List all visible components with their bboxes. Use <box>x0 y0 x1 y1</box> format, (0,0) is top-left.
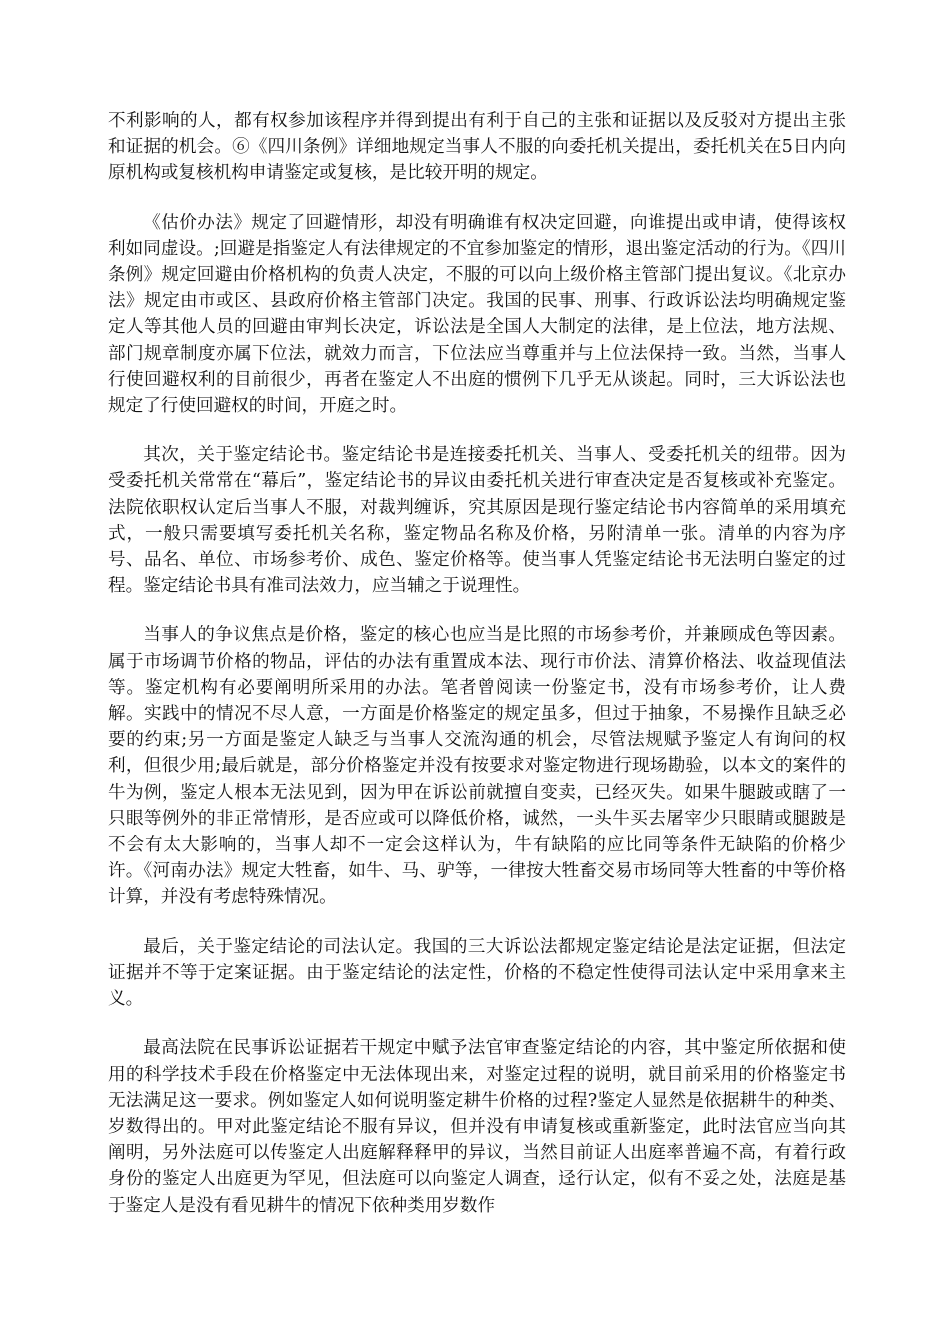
paragraph-continuation: 不利影响的人，都有权参加该程序并得到提出有利于自己的主张和证据以及反驳对方提出主张和证据的机会。⑥《四川条例》详细地规定当事人不服的向委托机关提出，委托机关在5日内向原机构或复核机构申请鉴定或复核，是比较开明的规定。 <box>108 111 846 184</box>
document-page <box>108 108 846 1242</box>
paragraph-price-dispute: 当事人的争议焦点是价格，鉴定的核心也应当是比照的市场参考价，并兼顾成色等因素。属于市场调节价格的物品，评估的办法有重置成本法、现行市价法、清算价格法、收益现值法等。鉴定机构有必要阐明所采用的办法。笔者曾阅读一份鉴定书，没有市场参考价，让人费解。实践中的情况不尽人意，一方面是价格鉴定的规定虽多，但过于抽象，不易操作且缺乏必要的约束;另一方面是鉴定人缺乏与当事人交流沟通的机会，尽管法规赋予鉴定人有询问的权利，但很少用;最后就是，部分价格鉴定并没有按要求对鉴定物进行现场勘验，以本文的案件的牛为例，鉴定人根本无法见到，因为甲在诉讼前就擅自变卖，已经灭失。如果牛腿跛或瞎了一只眼等例外的非正常情形，是否应或可以降低价格，诚然，一头牛买去屠宰少只眼睛或腿跛是不会有太大影响的，当事人却不一定会这样认为，牛有缺陷的应比同等条件无缺陷的价格少许。《河南办法》规定大牲畜，如牛、马、驴等，一律按大牲畜交易市场同等大牲畜的中等价格计算，并没有考虑特殊情况。 <box>108 625 846 908</box>
paragraph-recusal: 《估价办法》规定了回避情形，却没有明确谁有权决定回避，向谁提出或申请，使得该权利如同虚设。;回避是指鉴定人有法律规定的不宜参加鉴定的情形，退出鉴定活动的行为。《四川条例》规定回避由价格机构的负责人决定，不服的可以向上级价格主管部门提出复议。《北京办法》规定由市或区、县政府价格主管部门决定。我国的民事、刑事、行政诉讼法均明确规定鉴定人等其他人员的回避由审判长决定，诉讼法是全国人大制定的法律，是上位法，地方法规、部门规章制度亦属下位法，就效力而言，下位法应当尊重并与上位法保持一致。当然，当事人行使回避权利的目前很少，再者在鉴定人不出庭的惯例下几乎无从谈起。同时，三大诉讼法也规定了行使回避权的时间，开庭之时。 <box>108 212 846 417</box>
paragraph-judicial-recognition: 最后，关于鉴定结论的司法认定。我国的三大诉讼法都规定鉴定结论是法定证据，但法定证据并不等于定案证据。由于鉴定结论的法定性，价格的不稳定性使得司法认定中采用拿来主义。 <box>108 936 846 1010</box>
paragraph-conclusion-document: 其次，关于鉴定结论书。鉴定结论书是连接委托机关、当事人、受委托机关的纽带。因为受委托机关常常在“幕后”，鉴定结论书的异议由委托机关进行审查决定是否复核或补充鉴定。法院依职权认定后当事人不服，对裁判缠诉，究其原因是现行鉴定结论书内容简单的采用填充式，一般只需要填写委托机关名称，鉴定物品名称及价格，另附清单一张。清单的内容为序号、品名、单位、市场参考价、成色、鉴定价格等。使当事人凭鉴定结论书无法明白鉴定的过程。鉴定结论书具有准司法效力，应当辅之于说理性。 <box>108 445 846 597</box>
paragraph-supreme-court-rules: 最高法院在民事诉讼证据若干规定中赋予法官审查鉴定结论的内容，其中鉴定所依据和使用的科学技术手段在价格鉴定中无法体现出来，对鉴定过程的说明，就目前采用的价格鉴定书无法满足这一要求。例如鉴定人如何说明鉴定耕牛价格的过程?鉴定人显然是依据耕牛的种类、岁数得出的。甲对此鉴定结论不服有异议，但并没有申请复核或重新鉴定，此时法官应当向其阐明，另外法庭可以传鉴定人出庭解释释甲的异议，当然目前证人出庭率普遍不高，有着行政身份的鉴定人出庭更为罕见，但法庭可以向鉴定人调查，迳行认定，似有不妥之处，法庭是基于鉴定人是没有看见耕牛的情况下依种类用岁数作 <box>108 1038 846 1216</box>
